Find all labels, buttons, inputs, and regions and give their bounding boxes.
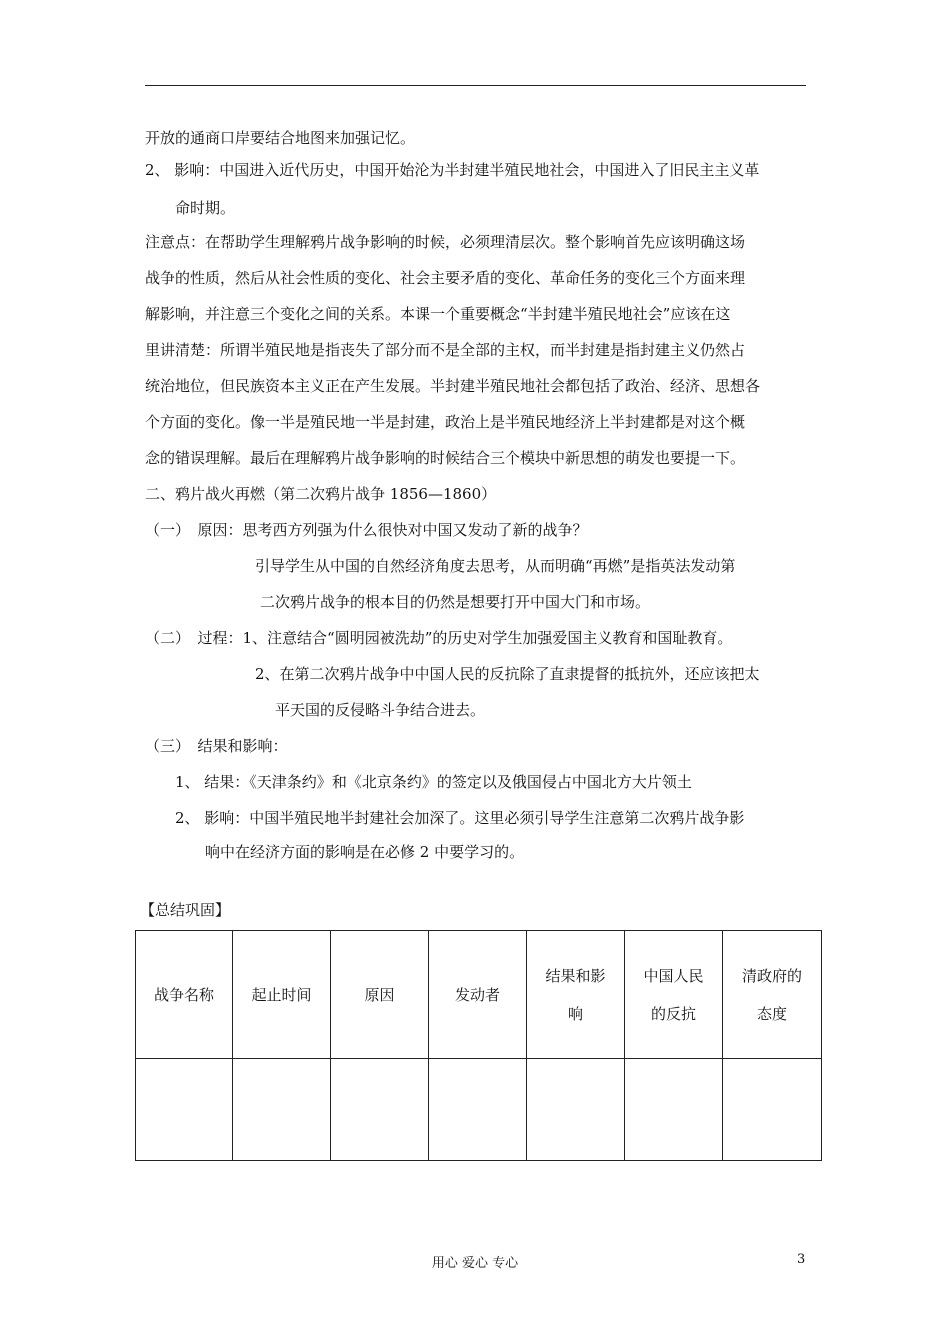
- text-line: 二次鸦片战争的根本目的仍然是想要打开中国大门和市场。: [260, 593, 651, 611]
- table-cell: [136, 1059, 233, 1161]
- text-line: 2、 影响：中国进入近代历史，中国开始沦为半封建半殖民地社会，中国进入了旧民主主义革: [145, 161, 760, 179]
- text-line: 2、在第二次鸦片战争中中国人民的反抗除了直隶提督的抵抗外，还应该把太: [255, 665, 760, 683]
- header-cell-text: 结果和影: [545, 966, 606, 985]
- header-cell-text: 战争名称: [153, 985, 214, 1004]
- text-line: 2、 影响：中国半殖民地半封建社会加深了。这里必须引导学生注意第二次鸦片战争影: [175, 809, 745, 827]
- text-line: 平天国的反侵略斗争结合进去。: [275, 701, 486, 719]
- header-cell: [527, 931, 625, 1059]
- summary-table: [135, 930, 822, 1161]
- table-cell: [527, 1059, 625, 1161]
- text-line: （一） 原因：思考西方列强为什么很快对中国又发动了新的战争？: [145, 521, 588, 539]
- text-line: 响中在经济方面的影响是在必修 2 中要学习的。: [205, 843, 525, 861]
- table-cell: [233, 1059, 331, 1161]
- header-cell-text: 态度: [756, 1004, 787, 1023]
- table-cell: [625, 1059, 723, 1161]
- section-heading: 二、鸦片战火再燃（第二次鸦片战争 1856—1860）: [145, 485, 497, 503]
- text-line: （二） 过程：1、注意结合“圆明园被洗劫”的历史对学生加强爱国主义教育和国耻教育。: [145, 629, 733, 647]
- table-header-row: [136, 931, 822, 1059]
- text-line: 开放的通商口岸要结合地图来加强记忆。: [145, 129, 416, 147]
- header-cell: [233, 931, 331, 1059]
- header-cell: [136, 931, 233, 1059]
- text-line: 里讲清楚：所谓半殖民地是指丧失了部分而不是全部的主权，而半封建是指封建主义仍然占: [145, 341, 746, 359]
- text-line: 念的错误理解。最后在理解鸦片战争影响的时候结合三个模块中新思想的萌发也要提一下。: [145, 449, 746, 467]
- table-row: [136, 1059, 822, 1161]
- header-cell-text: 中国人民: [643, 966, 704, 985]
- text-line: 战争的性质，然后从社会性质的变化、社会主要矛盾的变化、革命任务的变化三个方面来理: [145, 269, 746, 287]
- text-line: 1、 结果：《天津条约》和《北京条约》的签定以及俄国侵占中国北方大片领土: [175, 773, 692, 791]
- text-line: 解影响，并注意三个变化之间的关系。本课一个重要概念“半封建半殖民地社会”应该在这: [145, 305, 731, 323]
- page-number: 3: [797, 1252, 806, 1267]
- text-line: 个方面的变化。像一半是殖民地一半是封建，政治上是半殖民地经济上半封建都是对这个概: [145, 413, 746, 431]
- text-line: 命时期。: [175, 199, 236, 217]
- header-cell: [723, 931, 822, 1059]
- header-cell-text: 发动者: [454, 985, 500, 1004]
- header-cell-text: 起止时间: [251, 985, 312, 1004]
- header-cell: [331, 931, 429, 1059]
- header-rule: [145, 85, 806, 86]
- text-line: 引导学生从中国的自然经济角度去思考，从而明确“再燃”是指英法发动第: [255, 557, 736, 575]
- table-cell: [723, 1059, 822, 1161]
- header-cell: [429, 931, 527, 1059]
- header-cell-text: 响: [567, 1004, 583, 1023]
- summary-title: 【总结巩固】: [140, 901, 231, 919]
- header-cell-text: 的反抗: [650, 1004, 696, 1023]
- text-line: 统治地位，但民族资本主义正在产生发展。半封建半殖民地社会都包括了政治、经济、思想各: [145, 377, 761, 395]
- table-cell: [429, 1059, 527, 1161]
- text-line: （三） 结果和影响：: [145, 737, 288, 755]
- text-line: 注意点：在帮助学生理解鸦片战争影响的时候，必须理清层次。整个影响首先应该明确这场: [145, 233, 746, 251]
- header-cell-text: 原因: [364, 985, 395, 1004]
- header-cell-text: 清政府的: [741, 966, 802, 985]
- header-cell: [625, 931, 723, 1059]
- footer-motto: 用心 爱心 专心: [431, 1256, 519, 1271]
- table-cell: [331, 1059, 429, 1161]
